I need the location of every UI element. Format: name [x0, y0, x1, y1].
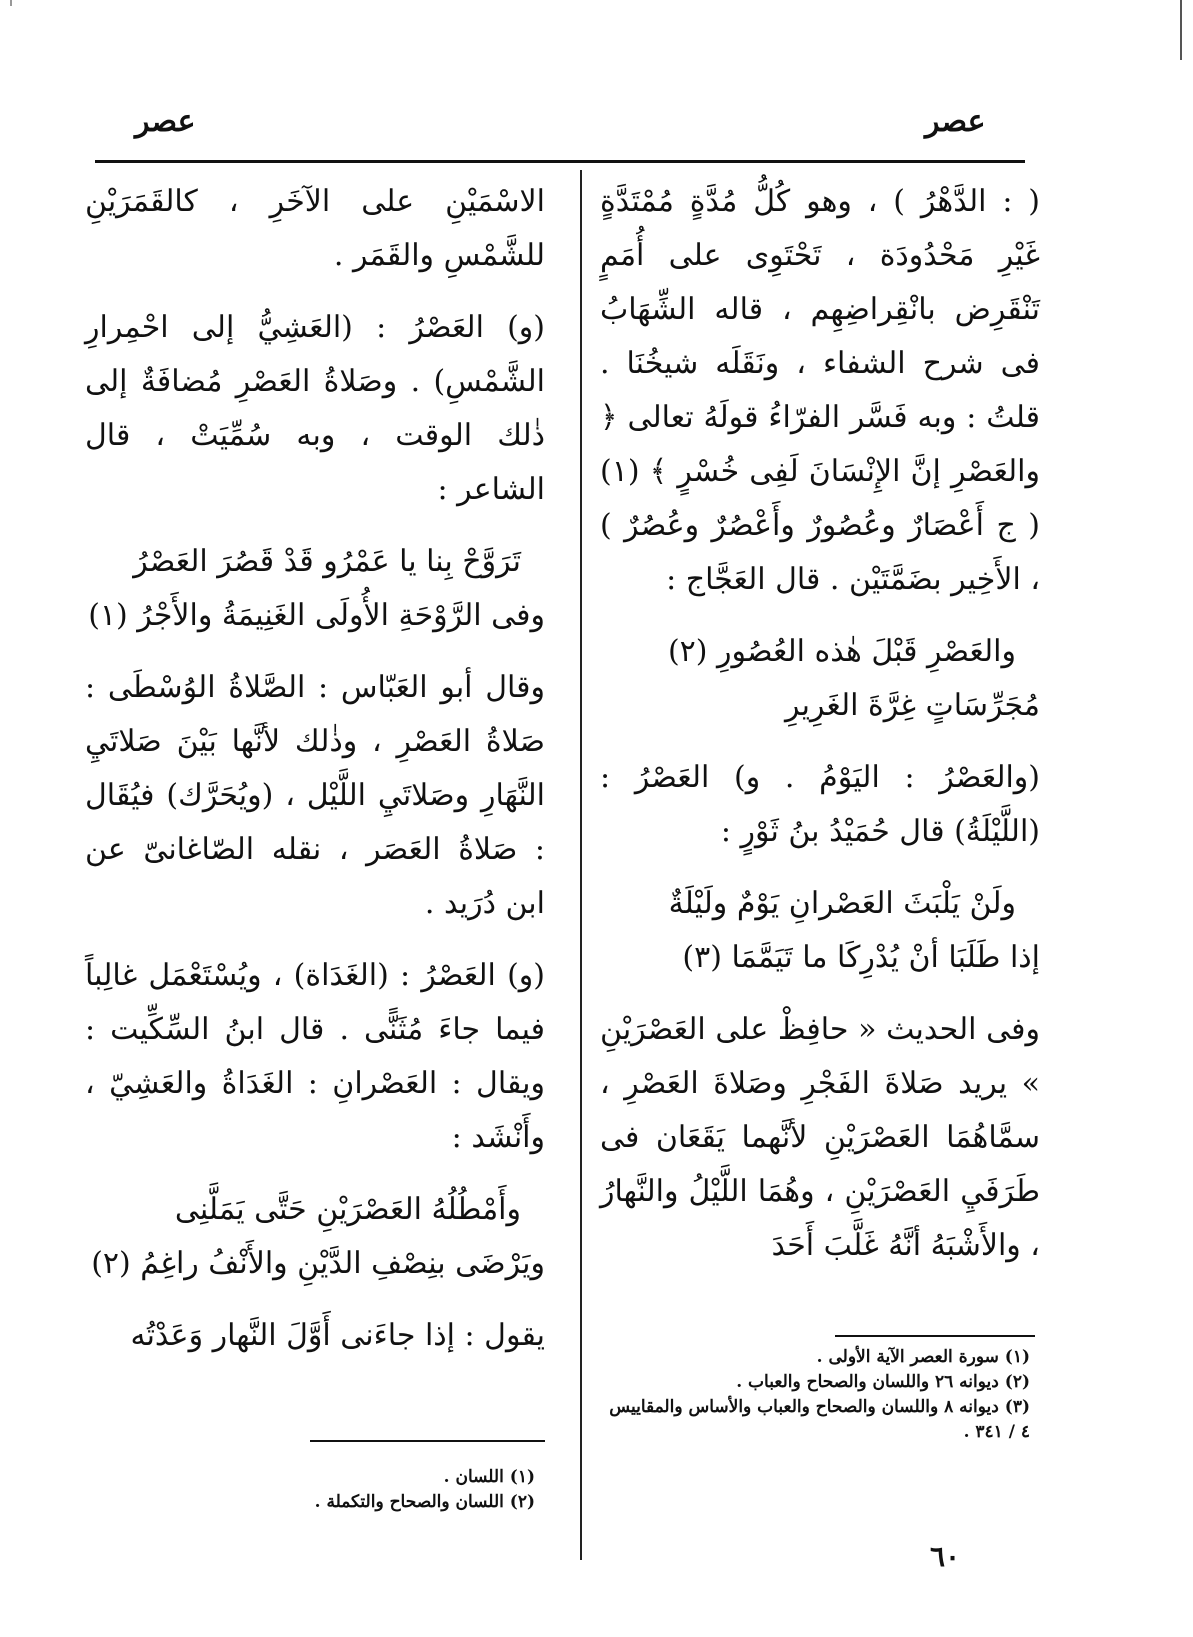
footnotes-left [290, 1465, 535, 1515]
running-header-right: عصر [925, 104, 986, 139]
footnote-rule-left [310, 1440, 545, 1442]
left-verse-1-line-2: وفى الرَّوْحَةِ الأُولَى الغَنِيمَةُ والأَجْرُ (١) [88, 598, 545, 633]
left-paragraph-1: الاسْمَيْنِ على الآخَرِ ، كالقَمَرَيْنِ للشَّمْسِ والقَمَر . [85, 184, 545, 273]
right-column [600, 175, 1040, 1273]
footnote-right-3: (٣) ديوانه ٨ واللسان والصحاح والعباب والأساس والمقاييس ٤ / ٣٤١ . [609, 1397, 1030, 1442]
footnotes-right [600, 1345, 1030, 1445]
left-verse-2-line-2: ويَرْضَى بنِصْفِ الدَّيْنِ والأَنْفُ راغِمُ (٢) [91, 1246, 545, 1281]
left-paragraph-3: وقال أبو العَبّاس : الصَّلاةُ الوُسْطَى : صَلاةُ العَصْرِ ، وذٰلك لأنَّها بَيْنَ صَلاتَيِ النَّهَارِ وصَلاتَيِ اللَّيْل ، (ويُحَرَّك) فيُقَال : صَلاةُ العَصَر ، نقله الصّاغانىّ عن ابن دُرَيد . [85, 670, 545, 921]
right-paragraph-1: ( : الدَّهْرُ ) ، وهو كُلُّ مُدَّةٍ مُمْتَدَّةٍ غَيْرِ مَحْدُودَة ، تَحْتَوِى على أُمَمٍ تَنْقَرِض بانْقِراضِهِم ، قاله الشِّهَابُ فى شرح الشفاء ، ونَقَلَه شيخُنَا . قلتُ : وبه فَسَّر الفرّاءُ قولَهُ تعالى ﴿ والعَصْرِ إنَّ الإِنْسَانَ لَفِى خُسْرٍ ﴾ (١) ( ج أَعْصَارٌ وعُصُورٌ وأَعْصُرٌ وعُصُرٌ ) ، الأَخِير بضَمَّتَيْن . قال العَجَّاج : [600, 184, 1040, 597]
left-paragraph-2: (و) العَصْرُ : (العَشِيُّ إلى احْمِرارِ الشَّمْسِ) . وصَلاةُ العَصْرِ مُضافَةٌ إلى ذٰلك الوقت ، وبه سُمِّيَتْ ، قال الشاعر : [85, 310, 545, 507]
footnote-rule-right [835, 1335, 1035, 1337]
scan-mark [10, 0, 12, 6]
right-paragraph-3: وفى الحديث « حافِظْ على العَصْرَيْنِ » يريد صَلاةَ الفَجْرِ وصَلاةَ العَصْرِ ، سمَّاهُمَا العَصْرَيْنِ لأنَّهما يَقَعَان فى طَرَفَيِ العَصْرَيْنِ ، وهُمَا اللَّيْلُ والنَّهارُ ، والأَشْبَهُ أنَّهُ غَلَّبَ أَحَدَ [600, 1012, 1040, 1263]
right-verse-2-line-1: ولَنْ يَلْبَثَ العَصْرانِ يَوْمٌ ولَيْلَةٌ [668, 886, 1016, 921]
scan-mark [1180, 0, 1182, 60]
running-header-left: عصر [135, 104, 196, 139]
column-divider [580, 170, 582, 1560]
left-verse-2-line-1: وأَمْطُلُهُ العَصْرَيْنِ حَتَّى يَمَلَّنِى [174, 1192, 521, 1227]
left-paragraph-5: يقول : إذا جاءَنى أَوَّلَ النَّهار وَعَدْتُه [130, 1318, 545, 1353]
header-rule [95, 160, 1025, 163]
right-verse-2-line-2: إذا طَلَبَا أنْ يُدْرِكَا ما تَيَمَّمَا (٣) [682, 940, 1040, 975]
footnote-right-1: (١) سورة العصر الآية الأولى . [816, 1347, 1030, 1367]
footnote-left-1: (١) اللسان . [443, 1467, 535, 1487]
right-verse-1-line-1: والعَصْرِ قَبْلَ هٰذه العُصُورِ (٢) [667, 634, 1016, 669]
left-paragraph-4: (و) العَصْرُ : (الغَدَاة) ، ويُسْتَعْمَل غالِباً فيما جاءَ مُثَنًّى . قال ابنُ السِّكِّيت : ويقال : العَصْرانِ : الغَدَاةُ والعَشِيّ ، وأَنْشَد : [85, 958, 545, 1155]
footnote-right-2: (٢) ديوانه ٢٦ واللسان والصحاح والعباب . [736, 1372, 1030, 1392]
left-verse-1-line-1: تَرَوَّحْ بِنا يا عَمْرُو قَدْ قَصُرَ العَصْرُ [133, 544, 521, 579]
page-number: ٦٠ [930, 1540, 961, 1573]
right-paragraph-2: (والعَصْرُ : اليَوْمُ . و) العَصْرُ : (اللَّيْلَةُ) قال حُمَيْدُ بنُ ثَوْرٍ : [600, 760, 1040, 849]
left-column [85, 175, 545, 1363]
footnote-left-2: (٢) اللسان والصحاح والتكملة . [314, 1492, 535, 1512]
right-verse-1-line-2: مُجَرِّسَاتٍ غِرَّةَ الغَرِيرِ [785, 688, 1040, 723]
